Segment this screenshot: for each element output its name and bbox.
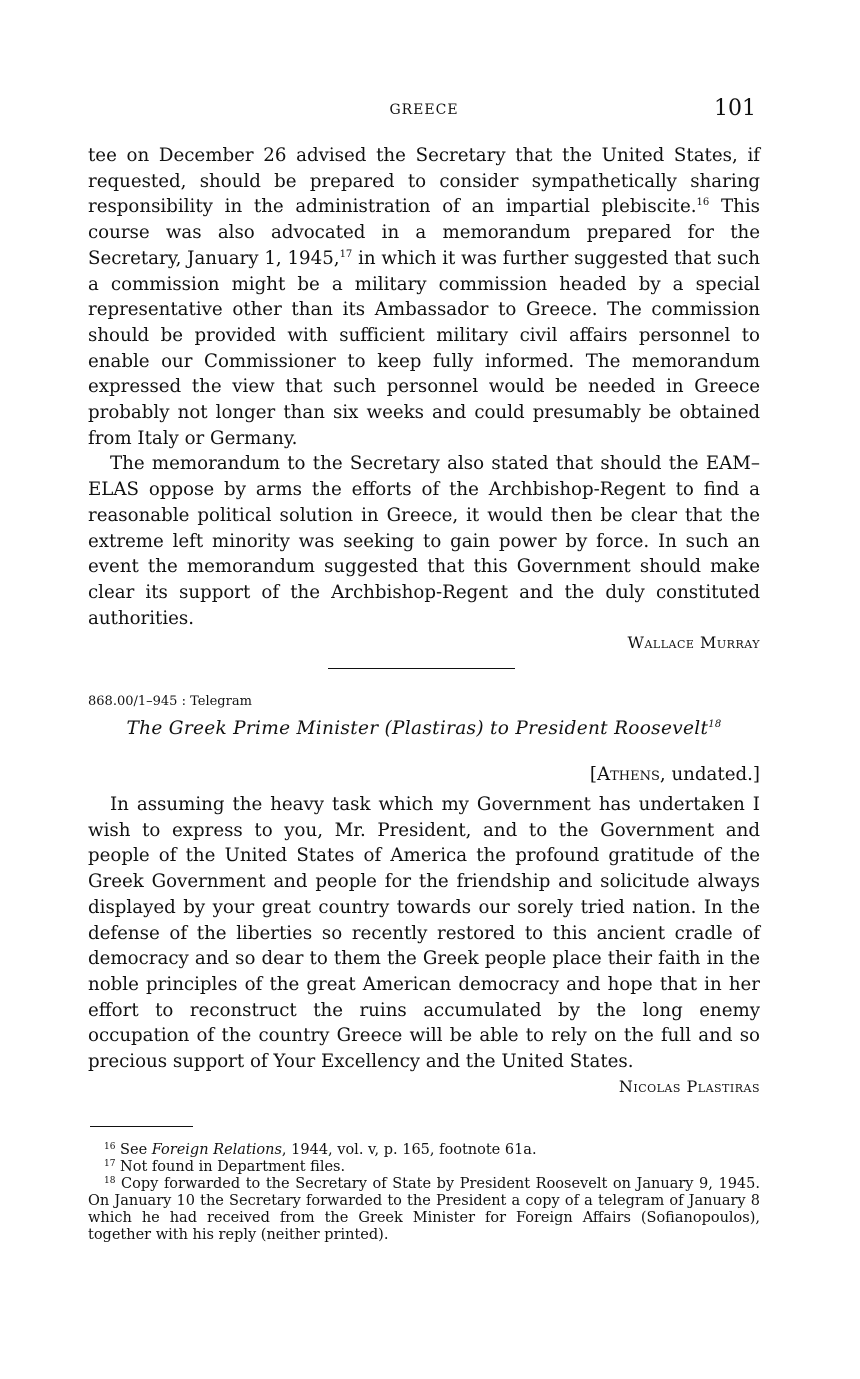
paragraph-2: The memorandum to the Secretary also stated that should the EAM–ELAS oppose by arms the efforts of the Archbishop-Regent to find a reasonable political solution in Greece, it would then be clear that the extreme left minority was seeking to gain power by force. In such an event the memorandum suggested that this Government should make clear its support of the Archbishop-Regent and the duly constituted authorities. [88,453,760,629]
page-number: 101 [714,96,756,121]
date-text: , undated. [659,764,753,785]
running-head [88,96,760,124]
footnote-16-post: , 1944, vol. v, p. 165, footnote 61a. [281,1142,537,1158]
paragraph-1-text-a: tee on December 26 advised the Secretary that the United States, if requested, should be prepared to consider sympathetically sharing responsibility in the administration of an impartial plebiscite. [88,145,760,218]
running-title: GREECE [389,102,459,118]
footnote-divider [90,1126,193,1127]
footnote-16-pre: See [115,1142,152,1158]
footnote-18 [88,1176,760,1244]
document-title-text: The Greek Prime Minister (Plastiras) to President Roosevelt [126,718,709,739]
footnote-18-mark: 18 [104,1176,116,1186]
section-divider [328,668,515,669]
document-title [88,718,760,739]
footnote-16-title: Foreign Relations [151,1142,282,1158]
place-date: [Athens, undated.] [589,764,760,785]
footnote-17 [88,1159,760,1176]
paragraph-1 [88,143,760,451]
footnote-ref-16: 16 [696,197,710,209]
footnotes [88,1142,760,1244]
footnote-ref-18: 18 [708,719,722,730]
file-number: 868.00/1–945 : Telegram [88,694,252,709]
footnote-18-text: Copy forwarded to the Secretary of State by President Roosevelt on January 9, 1945. On January 10 the Secretary forwarded to the President a copy of a telegram of January 8 which he had received from the Greek Minister for Foreign Affairs (Sofianopoulos), together with his reply (neither printed). [88,1176,760,1243]
footnote-17-text: Not found in Department files. [115,1159,346,1175]
place: Athens [596,764,660,785]
footnote-ref-17: 17 [339,248,353,260]
footnote-17-mark: 17 [104,1159,116,1169]
telegram-body: In assuming the heavy task which my Government has undertaken I wish to express to you, Mr. President, and to the Government and people of the United States of America the profound gratitude of the Greek Government and people for the friendship and solicitude always displayed by your great country towards our sorely tried nation. In the defense of the liberties so recently restored to this ancient cradle of democracy and so dear to them the Greek people place their faith in the noble principles of the great American democracy and hope that in her effort to reconstruct the ruins accumulated by the long enemy occupation of the country Greece will be able to rely on the full and so precious support of Your Excellency and the United States. [88,794,760,1073]
footnote-16-mark: 16 [104,1142,116,1152]
signature-plastiras: Nicolas Plastiras [618,1076,760,1096]
memorandum-section [88,143,760,652]
paragraph-1-text-b: This course was also advocated in a memorandum prepared for the Secretary, January 1, 1945, [88,196,760,269]
footnote-16 [88,1142,760,1159]
telegram-section [88,792,760,1096]
signature-murray: Wallace Murray [627,633,760,653]
paragraph-1-text-c: in which it was further suggested that such a commission might be a military commission headed by a special representative other than its Ambassador to Greece. The commission should be provided with sufficient military civil affairs personnel to enable our Commissioner to keep fully informed. The memorandum expressed the view that such personnel would be needed in Greece probably not longer than six weeks and could presumably be obtained from Italy or Germany. [88,247,760,449]
